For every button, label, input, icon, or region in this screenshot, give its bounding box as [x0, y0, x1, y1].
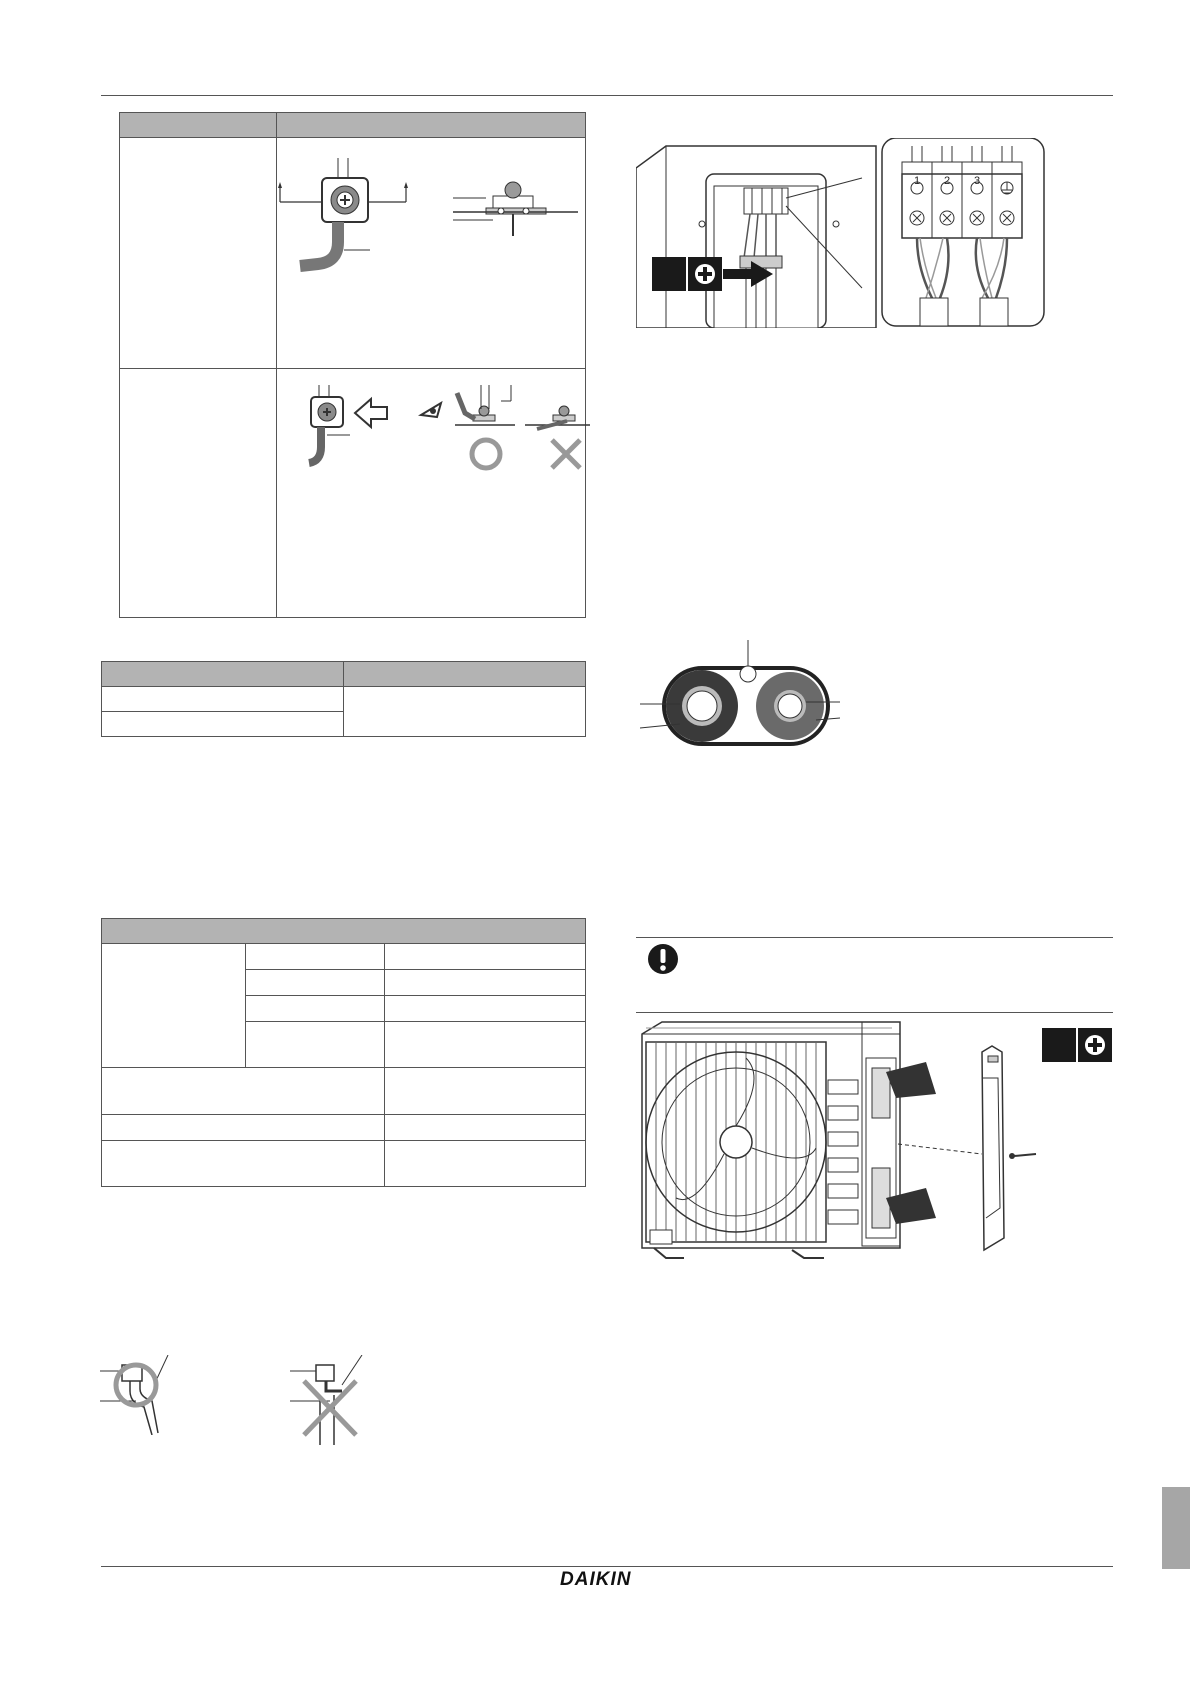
- pipe-insulation-illustration: [640, 640, 840, 750]
- header-rule: [101, 95, 1113, 96]
- arrow-right-icon: [723, 261, 773, 287]
- screwdriver-icon: [688, 257, 722, 291]
- wiring-table: [101, 661, 586, 737]
- correct-mark-icon: [468, 436, 504, 472]
- outdoor-unit-cover-illustration: [636, 1018, 1076, 1268]
- outdoor-unit-terminal-illustration: [636, 138, 1046, 328]
- brand-logo: DAIKIN: [560, 1569, 632, 1590]
- notice-top-rule: [636, 937, 1113, 938]
- step-marker-box: [652, 257, 686, 291]
- correct-bend-illustration: [100, 1355, 180, 1435]
- specification-table: [101, 918, 586, 1187]
- chapter-tab: [1162, 1487, 1190, 1569]
- notice-bottom-rule: [636, 1012, 1113, 1013]
- table-row: [102, 944, 586, 970]
- table-row: [102, 1115, 586, 1141]
- table-row: [102, 1068, 586, 1115]
- warning-icon: [646, 942, 680, 976]
- table-row: [102, 1141, 586, 1187]
- terminal-number-3: 3: [973, 175, 981, 187]
- terminal-number-1: 1: [913, 175, 921, 187]
- footer-rule: [101, 1566, 1113, 1567]
- specification-table-header: [102, 919, 586, 944]
- incorrect-bend-illustration: [290, 1355, 380, 1445]
- crimp-terminal-illustration: [278, 150, 588, 290]
- wiring-table-header: [102, 662, 586, 687]
- step-marker-box: [1042, 1028, 1076, 1062]
- screwdriver-icon: [1078, 1028, 1112, 1062]
- connection-table-header: [120, 113, 586, 138]
- table-row: [102, 687, 586, 712]
- terminal-number-2: 2: [943, 175, 951, 187]
- incorrect-mark-icon: [548, 436, 584, 472]
